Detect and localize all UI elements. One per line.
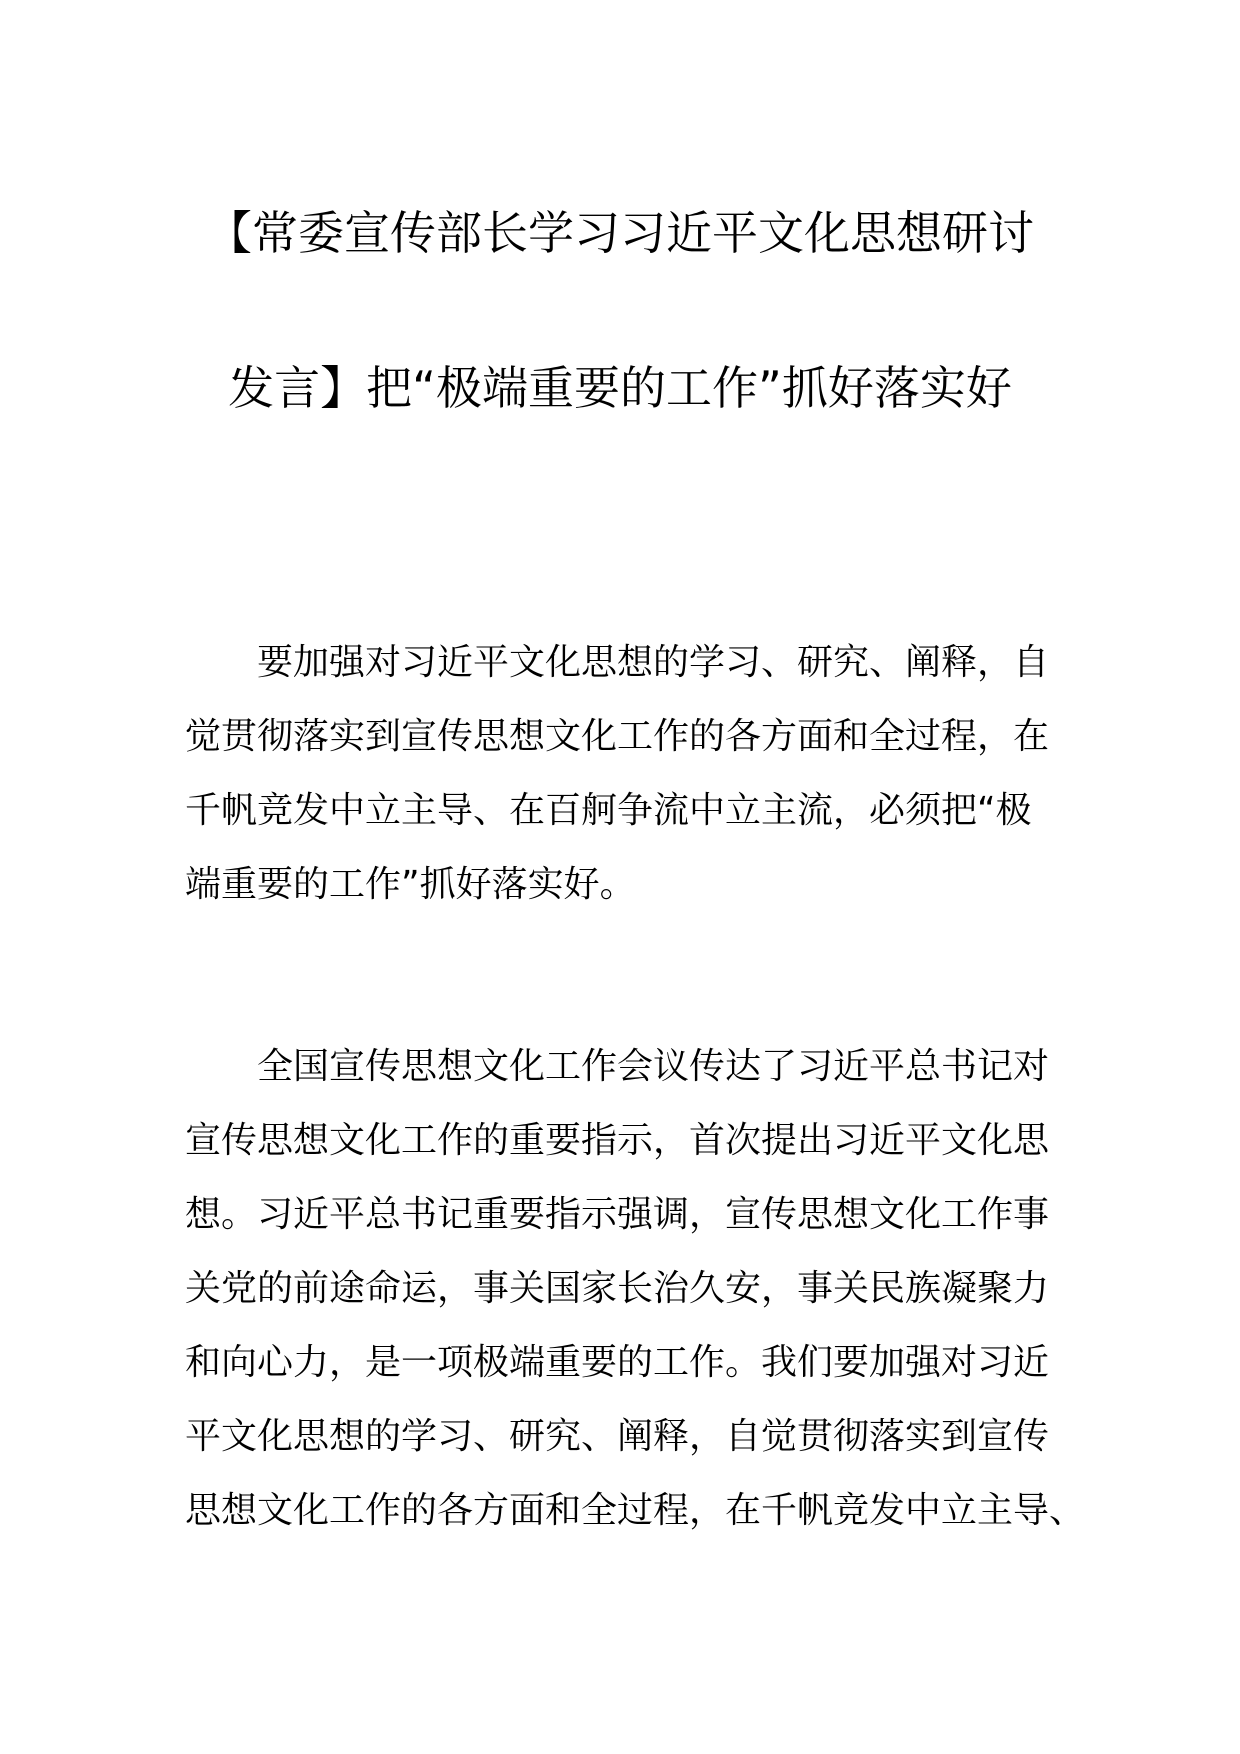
paragraph-1-line-1: 要加强对习近平文化思想的学习、研究、阐释，自 xyxy=(257,642,1050,683)
paragraph-2-line-3: 想。习近平总书记重要指示强调，宣传思想文化工作事 xyxy=(185,1194,1050,1235)
paragraph-1-line-3: 千帆竞发中立主导、在百舸争流中立主流，必须把“极 xyxy=(185,790,1032,831)
paragraph-2-line-4: 关党的前途命运，事关国家长治久安，事关民族凝聚力 xyxy=(185,1268,1050,1309)
document-title-line-2: 发言】把“极端重要的工作”抓好落实好 xyxy=(228,361,1012,415)
document-title-line-1: 【常委宣传部长学习习近平文化思想研讨 xyxy=(206,206,1034,260)
paragraph-2-line-6: 平文化思想的学习、研究、阐释，自觉贯彻落实到宣传 xyxy=(185,1416,1050,1457)
paragraph-2-line-5: 和向心力，是一项极端重要的工作。我们要加强对习近 xyxy=(185,1342,1050,1383)
paragraph-2-line-7: 思想文化工作的各方面和全过程，在千帆竞发中立主导、 xyxy=(185,1490,1086,1531)
paragraph-2-line-2: 宣传思想文化工作的重要指示，首次提出习近平文化思 xyxy=(185,1120,1050,1161)
paragraph-1-line-2: 觉贯彻落实到宣传思想文化工作的各方面和全过程，在 xyxy=(185,716,1050,757)
paragraph-2-line-1: 全国宣传思想文化工作会议传达了习近平总书记对 xyxy=(257,1046,1050,1087)
paragraph-1-line-4: 端重要的工作”抓好落实好。 xyxy=(185,864,636,905)
